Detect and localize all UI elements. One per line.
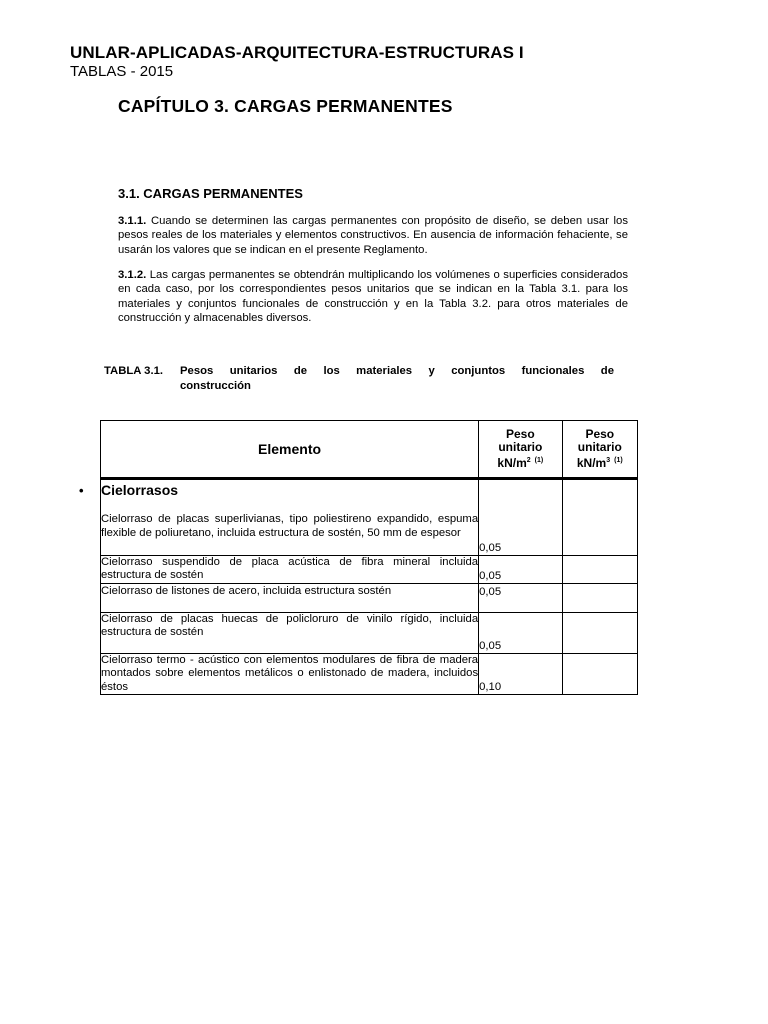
table-caption-label: TABLA 3.1. — [104, 365, 163, 377]
table-header-row — [101, 421, 638, 479]
unit-weights-table — [79, 420, 638, 695]
header-exp-m2: 2 — [526, 457, 531, 464]
element-description: Cielorraso de placas huecas de policloruro de vinilo rígido, incluida estructura de sostén — [101, 613, 479, 654]
table-row — [101, 479, 638, 556]
paragraph-text: Cuando se determinen las cargas permanentes con propósito de diseño, se deben usar los pesos reales de los materiales y elementos constructivos. En ausencia de información fehaciente, se usarán los valores que se indican en el presente Reglamento. — [118, 215, 628, 256]
header-footnote-m2: (1) — [534, 457, 544, 464]
header-kn-m3 — [562, 421, 637, 479]
value-kn-m3 — [562, 654, 637, 695]
value-kn-m3 — [562, 556, 637, 584]
table-caption — [104, 364, 614, 393]
bullet-icon: • — [79, 483, 84, 498]
header-unit-m2: kN/m — [497, 456, 527, 470]
header-subtitle: TABLAS - 2015 — [70, 63, 174, 80]
value-kn-m3 — [562, 479, 637, 556]
value-kn-m2: 0,05 — [479, 556, 562, 584]
header-unit-m3: kN/m — [576, 456, 607, 470]
table-row — [101, 613, 638, 654]
header-peso: Peso — [585, 427, 615, 441]
element-description: Cielorraso suspendido de placa acústica de fibra mineral incluida estructura de sostén — [101, 556, 479, 584]
value-kn-m2: 0,05 — [479, 479, 562, 556]
paragraph-text: Las cargas permanentes se obtendrán multiplicando los volúmenes o superficies considerados en cada caso, por los correspondientes pesos unitarios que se indican en la Tabla 3.1. para los materiales y conjuntos funcionales de construcción y en la Tabla 3.2. para otros materiales de construcción y almacenables diversos. — [118, 269, 628, 325]
table-row — [101, 654, 638, 695]
table-row — [101, 556, 638, 584]
header-unitario: unitario — [498, 440, 543, 454]
header-peso: Peso — [505, 427, 535, 441]
value-kn-m3 — [562, 584, 637, 613]
element-description: Cielorraso de listones de acero, incluida estructura sostén — [101, 584, 479, 613]
table-caption-line2: construcción — [180, 379, 251, 392]
document-header — [70, 42, 524, 81]
section-title: 3.1. CARGAS PERMANENTES — [118, 186, 303, 201]
value-kn-m3 — [562, 613, 637, 654]
element-description: Cielorraso termo - acústico con elementos modulares de fibra de madera montados sobre elementos metálicos o enlistonado de madera, incluidos éstos — [101, 654, 479, 693]
value-kn-m2: 0,10 — [479, 654, 562, 695]
header-element: Elemento — [101, 421, 479, 479]
table-row — [101, 584, 638, 613]
paragraph-3-1-1 — [118, 214, 628, 257]
element-description: Cielorraso de placas superlivianas, tipo poliestireno expandido, espuma flexible de poliuretano, incluida estructura de sostén, 50 mm de espesor — [101, 513, 479, 539]
paragraph-number: 3.1.1. — [118, 215, 147, 227]
value-kn-m2: 0,05 — [479, 613, 562, 654]
header-unitario: unitario — [577, 440, 622, 454]
paragraph-number: 3.1.2. — [118, 269, 147, 281]
header-footnote-m3: (1) — [614, 457, 623, 464]
category-cielorrasos — [79, 482, 478, 497]
chapter-title: CAPÍTULO 3. CARGAS PERMANENTES — [118, 96, 453, 116]
paragraph-3-1-2 — [118, 268, 628, 326]
header-title: UNLAR-APLICADAS-ARQUITECTURA-ESTRUCTURAS I — [70, 43, 524, 62]
category-label: Cielorrasos — [101, 482, 179, 498]
header-exp-m3: 3 — [606, 457, 611, 464]
header-kn-m2 — [479, 421, 562, 479]
value-kn-m2: 0,05 — [479, 584, 562, 613]
table-caption-line1: Pesos unitarios de los materiales y conjuntos funcionales de — [180, 365, 614, 377]
